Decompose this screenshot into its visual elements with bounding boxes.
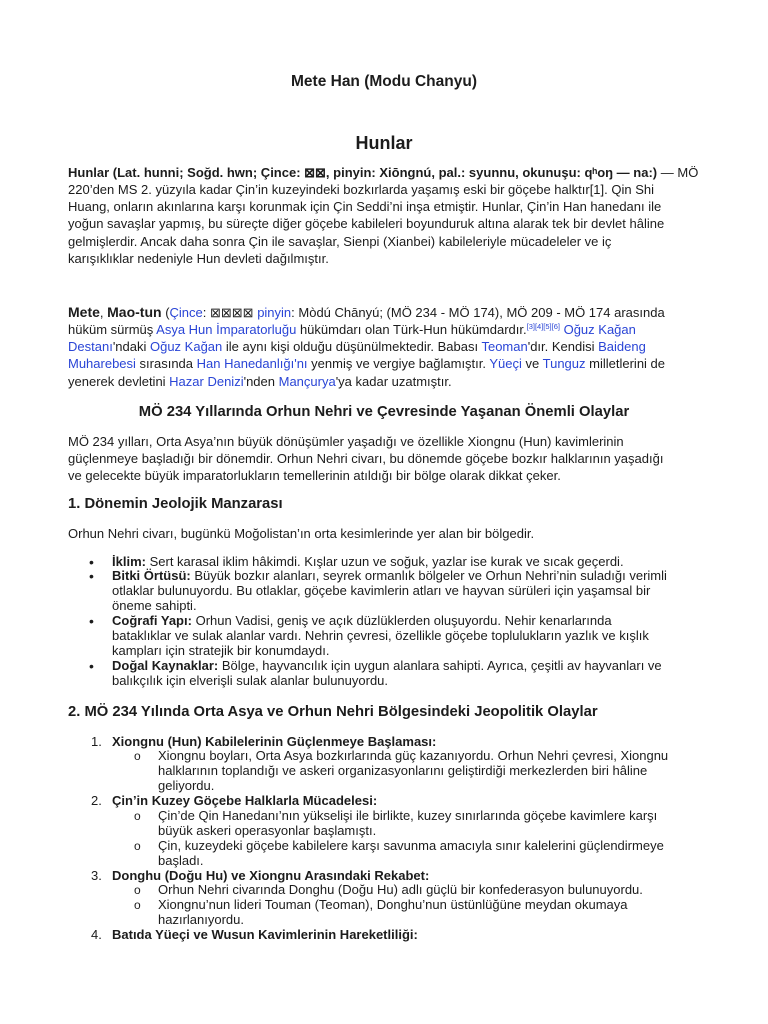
numbered-item-line xyxy=(68,928,668,943)
bullet-marker: • xyxy=(89,568,94,585)
sub-bullet-text: başladı. xyxy=(158,852,204,868)
wiki-link[interactable]: Muharebesi xyxy=(68,356,136,372)
text-line xyxy=(68,215,698,232)
text-run: MÖ 234 yılları, Orta Asya’nın büyük dönüşümler yaşadığı ve özellikle Xiongnu (Hun) kavimlerinin xyxy=(68,433,624,449)
geology-bullet-list xyxy=(68,555,667,689)
text-line xyxy=(68,233,698,250)
sub-bullet-text: Çin, kuzeydeki göçebe kabilelere karşı savunma amacıyla sınır kalelerini güçlendirmeye xyxy=(158,837,664,853)
numbered-item xyxy=(68,869,668,929)
sub-bullet-text: halklarının toplandığı ve askeri organizasyonlarını geliştirdiği merkezlerden biri hâline xyxy=(158,763,648,779)
item-title: Batıda Yüeçi ve Wusun Kavimlerinin Hareketliliği: xyxy=(112,927,418,943)
item-number: 2. xyxy=(91,793,102,809)
bullet-line xyxy=(68,659,667,674)
text-line xyxy=(68,321,665,338)
sub-bullet-text: Orhun Nehri civarında Donghu (Doğu Hu) adlı güçlü bir konfederasyon bulunuyordu. xyxy=(158,882,643,898)
wiki-link[interactable]: Destanı xyxy=(68,339,113,355)
text-run: : Mòdú Chānyú; (MÖ 234 - MÖ 174), MÖ 209 - MÖ 174 arasında xyxy=(291,304,665,320)
bullet-text: balıkçılık için elverişli sulak alanlar bulunuyordu. xyxy=(112,672,389,688)
item-number: 4. xyxy=(91,927,102,943)
text-run: ve gelecekte büyük imparatorlukların temellerinin atıldığı bir bölge olarak dikkat çeker. xyxy=(68,467,561,483)
sub-bullet-item xyxy=(68,809,668,839)
text-line xyxy=(68,433,663,450)
sub-bullet-text: hazırlanıyordu. xyxy=(158,912,244,928)
sub-bullet-marker: o xyxy=(134,898,141,913)
bullet-marker: • xyxy=(89,657,94,674)
bullet-item xyxy=(68,659,667,689)
bullet-label: İklim: xyxy=(112,553,146,569)
bullet-text: öneme sahipti. xyxy=(112,598,197,614)
sub-bullet-line xyxy=(68,779,668,794)
wiki-link[interactable]: Tunguz xyxy=(542,356,586,372)
sub-bullet-line xyxy=(68,749,668,764)
text-run: hükümdarı olan Türk-Hun hükümdardır. xyxy=(296,321,527,337)
bullet-line xyxy=(68,555,667,570)
bullet-text: bataklıklar ve sulak alanlar vardı. Nehrin çevresi, özellikle göçebe toplulukların yazlık ve kışlık xyxy=(112,627,649,643)
document-title: Mete Han (Modu Chanyu) xyxy=(291,73,477,90)
text-line xyxy=(68,181,698,198)
wiki-link[interactable]: pinyin xyxy=(257,304,292,320)
sub-bullet-text: büyük askeri operasyonlar başlamıştı. xyxy=(158,822,377,838)
bullet-label: Coğrafi Yapı: xyxy=(112,613,192,629)
geology-intro: Orhun Nehri civarı, bugünkü Moğolistan’ın orta kesimlerinde yer alan bir bölgedir. xyxy=(68,526,535,541)
wiki-link[interactable]: Oğuz Kağan xyxy=(149,339,223,355)
text-run: milletlerini de xyxy=(585,356,666,372)
wiki-link[interactable]: Yüeçi xyxy=(489,356,522,372)
bullet-line xyxy=(68,584,667,599)
text-line xyxy=(68,198,698,215)
text-run: 'nden xyxy=(243,373,279,389)
sub-bullet-item xyxy=(68,883,668,898)
sub-bullet-marker: o xyxy=(134,749,141,764)
numbered-item xyxy=(68,928,668,943)
text-line xyxy=(68,467,663,484)
text-run: ve xyxy=(521,356,543,372)
item-title: Donghu (Doğu Hu) ve Xiongnu Arasındaki Rekabet: xyxy=(112,867,430,883)
wiki-link[interactable]: Teoman xyxy=(481,339,528,355)
sub-bullet-line xyxy=(68,854,668,869)
sub-bullet-text: Çin’de Qin Hanedanı’nın yükselişi ile birlikte, kuzey sınırlarında göçebe kavimlere karşı xyxy=(158,807,658,823)
citation-link[interactable]: [3][4][5][6] xyxy=(526,321,560,331)
text-run: karışıklıklar nedeniyle Hun devleti dağılmıştır. xyxy=(68,250,329,266)
bullet-item xyxy=(68,569,667,614)
sub-bullet-line xyxy=(68,824,668,839)
text-line xyxy=(68,355,665,372)
wiki-link[interactable]: Hazar Denizi xyxy=(169,373,244,389)
wiki-link[interactable]: Oğuz Kağan xyxy=(563,321,636,337)
text-run: 'dır. Kendisi xyxy=(527,339,599,355)
text-line xyxy=(68,450,663,467)
bullet-item xyxy=(68,555,667,570)
bullet-label: Doğal Kaynaklar: xyxy=(112,657,219,673)
sub-bullet-line xyxy=(68,839,668,854)
numbered-item-line xyxy=(68,869,668,884)
text-run: 'ndaki xyxy=(112,339,150,355)
bullet-marker: • xyxy=(89,553,94,570)
geopolitics-heading: 2. MÖ 234 Yılında Orta Asya ve Orhun Nehri Bölgesindeki Jeopolitik Olaylar xyxy=(68,704,598,720)
sub-bullet-marker: o xyxy=(134,838,141,853)
bullet-text: Bölge, hayvancılık için uygun alanlara sahipti. Ayrıca, çeşitli av hayvanları ve xyxy=(221,657,662,673)
item-title: Xiongnu (Hun) Kabilelerinin Güçlenmeye Başlaması: xyxy=(112,733,437,749)
sub-bullet-item xyxy=(68,898,668,928)
wiki-link[interactable]: Han Hanedanlığı'nı xyxy=(196,356,308,372)
bold-text: Hunlar (Lat. hunni; Soğd. hwn; Çince: ⊠⊠, pinyin: Xiōngnú, pal.: syunnu, okunuşu: qʰoŋ — na:) xyxy=(68,164,658,180)
geology-heading: 1. Dönemin Jeolojik Manzarası xyxy=(68,496,283,512)
bullet-line xyxy=(68,629,667,644)
bold-text: Mao-tun xyxy=(107,303,162,320)
text-run: 'ya kadar uzatmıştır. xyxy=(335,373,452,389)
sub-bullet-item xyxy=(68,839,668,869)
sub-bullet-text: geliyordu. xyxy=(158,778,215,794)
bullet-line xyxy=(68,599,667,614)
text-line xyxy=(68,373,665,390)
text-line xyxy=(68,304,665,321)
sub-bullet-item xyxy=(68,749,668,794)
bullet-line xyxy=(68,674,667,689)
numbered-item-line xyxy=(68,735,668,750)
sub-bullet-text: Xiongnu’nun lideri Touman (Teoman), Donghu’nun üstünlüğüne meydan okumaya xyxy=(158,897,628,913)
sub-bullet-marker: o xyxy=(134,883,141,898)
numbered-item xyxy=(68,794,668,868)
text-run: sırasında xyxy=(135,356,197,372)
text-run: gelmişlerdir. Ancak daha sonra Çin ile savaşlar, Sienpi (Xianbei) kabileleriyle mücadeleler ve iç xyxy=(68,233,612,249)
text-run: : ⊠⊠⊠⊠ xyxy=(202,304,258,320)
text-line xyxy=(68,250,698,267)
text-run: ( xyxy=(161,304,170,320)
text-run: yenerek devletini xyxy=(68,373,170,389)
text-run: yoğun savaşlar yapmış, bu süreçte diğer göçebe kabileleri boyunduruk altına alarak tek bir devlet hâline xyxy=(68,216,665,232)
numbered-item-line xyxy=(68,794,668,809)
mete-paragraph xyxy=(68,304,665,390)
text-line xyxy=(68,164,698,181)
sub-bullet-line xyxy=(68,913,668,928)
wiki-link[interactable]: Çince xyxy=(169,304,203,320)
item-number: 1. xyxy=(91,733,102,749)
bullet-line xyxy=(68,614,667,629)
sub-bullet-text: Xiongnu boyları, Orta Asya bozkırlarında güç kazanıyordu. Orhun Nehri çevresi, Xiongnu xyxy=(158,748,669,764)
text-run: yenmiş ve vergiye bağlamıştır. xyxy=(307,356,490,372)
section-title: Hunlar xyxy=(355,133,413,153)
text-run: hüküm sürmüş xyxy=(68,321,157,337)
text-run: , xyxy=(99,304,108,320)
hunlar-paragraph xyxy=(68,164,698,268)
sub-bullet-line xyxy=(68,898,668,913)
text-run: — MÖ xyxy=(657,164,699,180)
bullet-text: Büyük bozkır alanları, seyrek ormanlık bölgeler ve Orhun Nehri’nin suladığı verimli xyxy=(194,568,667,584)
bullet-text: otlaklar bulunuyordu. Bu otlaklar, göçebe kavimlerin atları ve hayvan sürüleri için yaşamsal bir xyxy=(112,583,651,599)
text-run: ile aynı kişi olduğu düşünülmektedir. Babası xyxy=(222,339,482,355)
bullet-line xyxy=(68,569,667,584)
wiki-link[interactable]: Baideng xyxy=(598,339,646,355)
events-intro-paragraph xyxy=(68,433,663,484)
item-number: 3. xyxy=(91,867,102,883)
text-line xyxy=(68,338,665,355)
item-title: Çin’in Kuzey Göçebe Halklarla Mücadelesi: xyxy=(112,793,378,809)
bold-text: Mete xyxy=(68,303,100,320)
sub-bullet-line xyxy=(68,764,668,779)
numbered-item xyxy=(68,735,668,795)
sub-bullet-marker: o xyxy=(134,808,141,823)
geopolitics-numbered-list xyxy=(68,735,668,943)
bullet-text: kampları için stratejik bir konumdaydı. xyxy=(112,642,330,658)
bullet-label: Bitki Örtüsü: xyxy=(112,568,191,584)
text-run: Huang, onların akınlarına karşı korunmak için Çin Seddi’ni inşa etmiştir. Hunlar, Çin’in Han hanedanı ile xyxy=(68,199,662,215)
text-run: 220’den MS 2. yüzyıla kadar Çin’in kuzeyindeki bozkırlarda yaşamış eski bir göçebe halktır[1]. Qin Shi xyxy=(68,181,655,197)
events-heading: MÖ 234 Yıllarında Orhun Nehri ve Çevresinde Yaşanan Önemli Olaylar xyxy=(138,404,630,420)
bullet-marker: • xyxy=(89,613,94,630)
text-run: güçlenmeye başladığı bir dönemdir. Orhun Nehri civarı, bu dönemde göçebe bozkır halklarının yaşadığı xyxy=(68,450,664,466)
bullet-item xyxy=(68,614,667,659)
sub-bullet-line xyxy=(68,809,668,824)
bullet-text: Orhun Vadisi, geniş ve açık düzlüklerden oluşuyordu. Nehir kenarlarında xyxy=(195,613,612,629)
bullet-line xyxy=(68,644,667,659)
wiki-link[interactable]: Mançurya xyxy=(278,373,336,389)
sub-bullet-line xyxy=(68,883,668,898)
wiki-link[interactable]: Asya Hun İmparatorluğu xyxy=(156,321,297,337)
bullet-text: Sert karasal iklim hâkimdi. Kışlar uzun ve soğuk, yazlar ise kurak ve sıcak geçerdi. xyxy=(149,553,624,569)
